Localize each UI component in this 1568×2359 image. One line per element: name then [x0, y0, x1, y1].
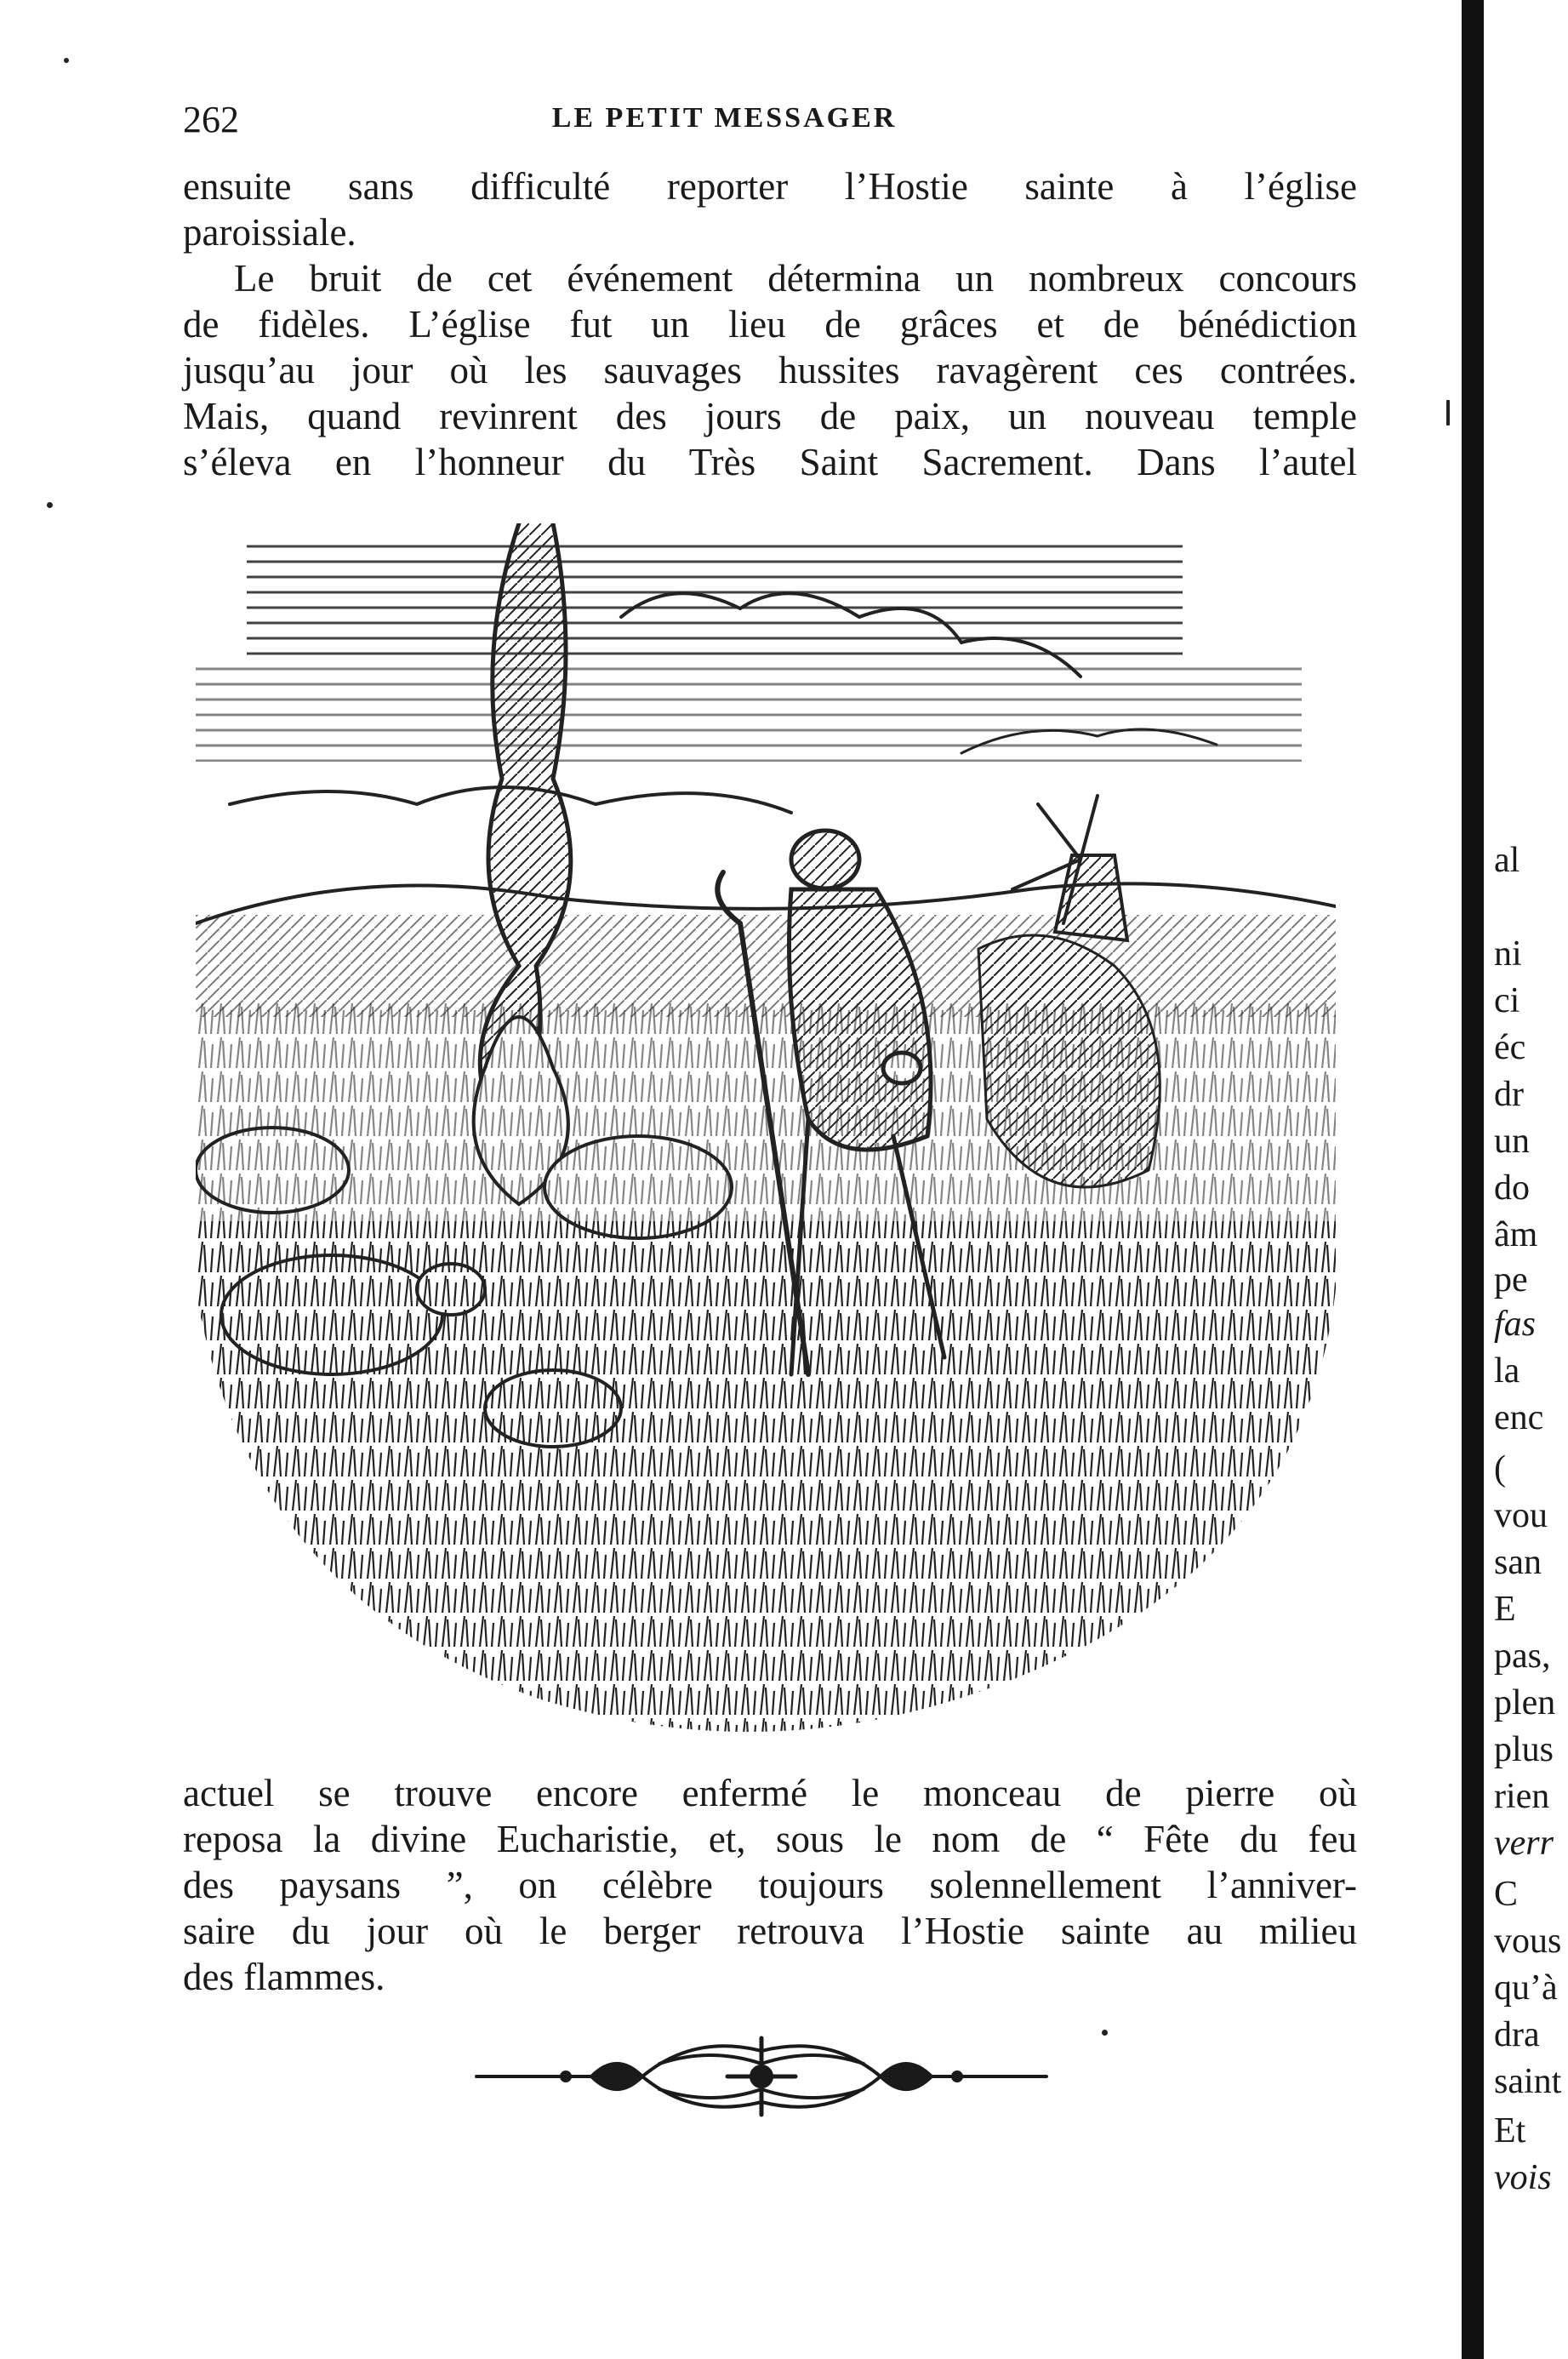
facing-page-word: C: [1494, 1875, 1519, 1914]
text-line: actuel se trouve encore enfermé le monceau de pierre où: [183, 1772, 1357, 1814]
facing-page-word: verr: [1494, 1824, 1554, 1863]
text-line: des paysans ”, on célèbre toujours solennellement l’anniver-: [183, 1864, 1357, 1906]
text-line: jusqu’au jour où les sauvages hussites ravagèrent ces contrées.: [183, 349, 1357, 391]
facing-page-word: pas,: [1494, 1636, 1551, 1676]
facing-page-word: vou: [1494, 1496, 1548, 1535]
facing-page-word: plen: [1494, 1683, 1556, 1722]
text-line: de fidèles. L’église fut un lieu de grâces et de bénédiction: [183, 303, 1357, 346]
print-speck: [1102, 2030, 1108, 2036]
print-speck: [64, 58, 69, 63]
facing-page-word: rien: [1494, 1777, 1550, 1816]
text-line: saire du jour où le berger retrouva l’Hostie sainte au milieu: [183, 1910, 1357, 1952]
facing-page-word: saint: [1494, 2062, 1562, 2101]
facing-page-word: Et: [1494, 2111, 1526, 2151]
facing-page-word: un: [1494, 1122, 1530, 1161]
page-number: 262: [183, 99, 239, 140]
facing-page-word: ni: [1494, 934, 1522, 974]
text-line: des flammes.: [183, 1956, 385, 1998]
print-speck: [47, 502, 53, 508]
facing-page-word: ci: [1494, 981, 1520, 1020]
facing-page-word: al: [1494, 841, 1520, 880]
facing-page-word: E: [1494, 1590, 1516, 1629]
text-line: s’éleva en l’honneur du Très Saint Sacrement. Dans l’autel: [183, 441, 1357, 483]
facing-page-word: âm: [1494, 1215, 1538, 1254]
facing-page-word: do: [1494, 1168, 1530, 1208]
facing-page-word: éc: [1494, 1028, 1526, 1067]
facing-page-word: dra: [1494, 2015, 1540, 2054]
engraving-shepherd-fire-windmill-icon: [196, 523, 1336, 1740]
binding-gutter: [1462, 0, 1484, 2359]
facing-page-word: dr: [1494, 1075, 1524, 1114]
facing-page-word: pe: [1494, 1260, 1528, 1299]
facing-page-word: qu’à: [1494, 1968, 1558, 2008]
paragraph-top: [183, 163, 1357, 485]
text-line: paroissiale.: [183, 211, 356, 254]
fleuron-divider-icon: [472, 2030, 1051, 2123]
print-speck: [1446, 400, 1450, 426]
facing-page-word: enc: [1494, 1398, 1544, 1437]
paragraph-bottom: [183, 1770, 1357, 2000]
facing-page-word: (: [1494, 1449, 1506, 1488]
facing-page-word: san: [1494, 1543, 1542, 1582]
facing-page-word: vous: [1494, 1922, 1562, 1961]
text-line: reposa la divine Eucharistie, et, sous le nom de “ Fête du feu: [183, 1818, 1357, 1860]
facing-page-fragment: [1484, 0, 1568, 2359]
text-line: Le bruit de cet événement détermina un nombreux concours: [234, 257, 1357, 300]
running-title: LE PETIT MESSAGER: [551, 102, 898, 134]
facing-page-word: vois: [1494, 2158, 1552, 2197]
text-line: ensuite sans difficulté reporter l’Hostie sainte à l’église: [183, 165, 1357, 208]
text-line: Mais, quand revinrent des jours de paix, un nouveau temple: [183, 395, 1357, 437]
facing-page-word: la: [1494, 1351, 1520, 1391]
facing-page-word: fas: [1494, 1305, 1537, 1344]
facing-page-word: plus: [1494, 1730, 1554, 1769]
